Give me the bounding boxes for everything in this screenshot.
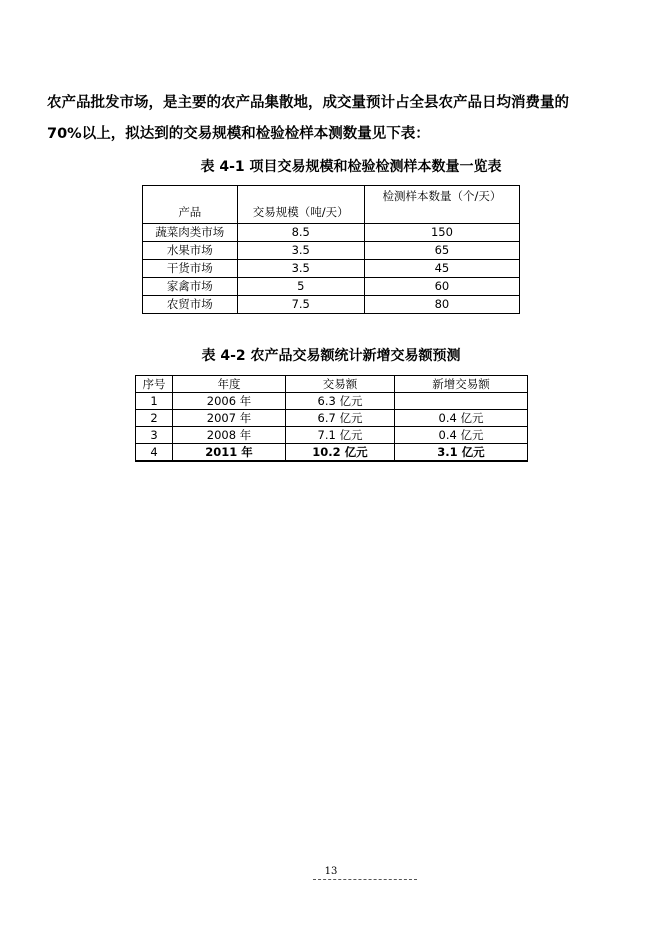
- table2-cell: 4: [136, 444, 173, 462]
- table2-cell: 2011 年: [173, 444, 286, 462]
- table1-header-row: [143, 186, 520, 224]
- table2-cell: 1: [136, 393, 173, 410]
- table2-cell: 3.1 亿元: [395, 444, 528, 462]
- table1-cell: 8.5: [237, 224, 364, 242]
- table2-cell: 3: [136, 427, 173, 444]
- table1-cell: 150: [364, 224, 519, 242]
- table1-cell: 7.5: [237, 296, 364, 314]
- table1-cell: 3.5: [237, 242, 364, 260]
- table2-header-index: 序号: [136, 376, 173, 393]
- table2-trade-volume: [135, 375, 528, 462]
- table1-cell: 干货市场: [143, 260, 238, 278]
- table2-cell: 0.4 亿元: [395, 410, 528, 427]
- table2-cell: [395, 393, 528, 410]
- table2-cell: 6.3 亿元: [286, 393, 395, 410]
- table2-cell: 2006 年: [173, 393, 286, 410]
- table-row: [143, 224, 520, 242]
- table-row: [136, 444, 528, 462]
- intro-line-1: 农产品批发市场，是主要的农产品集散地，成交量预计占全县农产品日均消费量的: [47, 95, 569, 111]
- table1-cell: 65: [364, 242, 519, 260]
- table1-cell: 80: [364, 296, 519, 314]
- table2-header-volume: 交易额: [286, 376, 395, 393]
- table2-cell: 2008 年: [173, 427, 286, 444]
- table2-cell: 2: [136, 410, 173, 427]
- table-row: [136, 410, 528, 427]
- table1-cell: 45: [364, 260, 519, 278]
- intro-paragraph: [47, 88, 627, 150]
- page-number: 13: [324, 866, 338, 877]
- table-row: [143, 242, 520, 260]
- table2-cell: 7.1 亿元: [286, 427, 395, 444]
- table2-cell: 2007 年: [173, 410, 286, 427]
- intro-line-2: 70%以上，拟达到的交易规模和检验检样本测数量见下表：: [47, 126, 430, 142]
- table1-header-scale: 交易规模（吨/天）: [237, 186, 364, 224]
- table1-cell: 水果市场: [143, 242, 238, 260]
- table2-cell: 10.2 亿元: [286, 444, 395, 462]
- table1-cell: 5: [237, 278, 364, 296]
- table2-cell: 0.4 亿元: [395, 427, 528, 444]
- table1-cell: 3.5: [237, 260, 364, 278]
- footer-divider: [313, 879, 417, 880]
- table2-cell: 6.7 亿元: [286, 410, 395, 427]
- table-row: [143, 278, 520, 296]
- table1-header-samples: 检测样本数量（个/天）: [364, 186, 519, 224]
- table-row: [143, 296, 520, 314]
- table1-cell: 家禽市场: [143, 278, 238, 296]
- table-row: [136, 427, 528, 444]
- table-row: [143, 260, 520, 278]
- table2-header-year: 年度: [173, 376, 286, 393]
- table1-cell: 60: [364, 278, 519, 296]
- table1-trade-scale: [142, 185, 520, 314]
- table-row: [136, 393, 528, 410]
- table1-cell: 农贸市场: [143, 296, 238, 314]
- table1-caption: 表 4-1 项目交易规模和检验检测样本数量一览表: [200, 159, 502, 175]
- table2-caption: 表 4-2 农产品交易额统计新增交易额预测: [201, 348, 461, 364]
- table1-cell: 蔬菜肉类市场: [143, 224, 238, 242]
- table2-header-increase: 新增交易额: [395, 376, 528, 393]
- table1-header-product: 产品: [143, 186, 238, 224]
- table2-header-row: [136, 376, 528, 393]
